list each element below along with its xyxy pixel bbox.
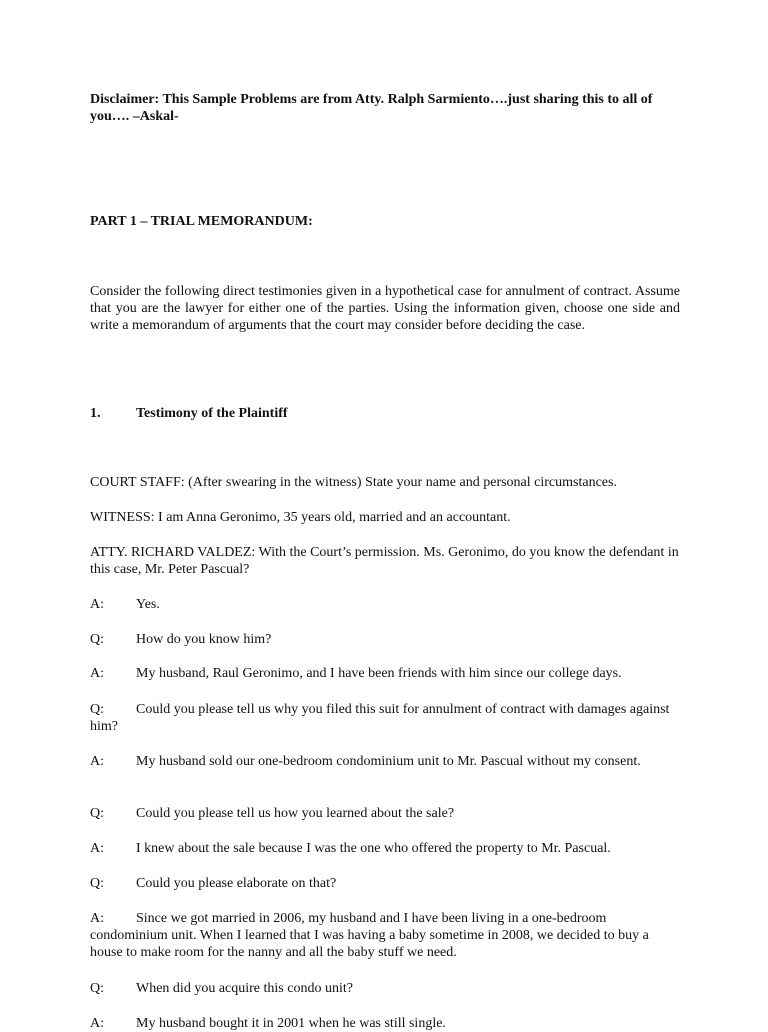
qa-label: A:	[90, 597, 104, 612]
qa-item	[90, 840, 680, 857]
qa-item	[90, 805, 680, 822]
qa-text: How do you know him?	[136, 632, 272, 647]
qa-label: A:	[90, 911, 104, 926]
court-staff-line: COURT STAFF: (After swearing in the witness) State your name and personal circumstances.	[90, 475, 617, 490]
qa-item	[90, 665, 680, 682]
qa-label: A:	[90, 666, 104, 681]
qa-item	[90, 910, 680, 961]
qa-text: My husband bought it in 2001 when he was still single.	[136, 1016, 446, 1031]
qa-item	[90, 701, 680, 735]
qa-label: Q:	[90, 702, 104, 717]
part-heading: PART 1 – TRIAL MEMORANDUM:	[90, 214, 313, 229]
qa-item	[90, 980, 680, 997]
witness-line: WITNESS: I am Anna Geronimo, 35 years old, married and an accountant.	[90, 510, 511, 525]
qa-text: Could you please tell us how you learned about the sale?	[136, 806, 455, 821]
qa-text: I knew about the sale because I was the one who offered the property to Mr. Pascual.	[136, 841, 611, 856]
qa-text: Could you please elaborate on that?	[136, 876, 337, 891]
qa-item	[90, 596, 680, 613]
qa-item	[90, 753, 680, 770]
attorney-question: ATTY. RICHARD VALDEZ: With the Court’s permission. Ms. Geronimo, do you know the defendant in this case, Mr. Peter Pascual?	[90, 545, 679, 577]
qa-item	[90, 631, 680, 648]
qa-label: Q:	[90, 981, 104, 996]
qa-text: Yes.	[136, 597, 160, 612]
qa-label: Q:	[90, 876, 104, 891]
qa-text: When did you acquire this condo unit?	[136, 981, 353, 996]
qa-text: Since we got married in 2006, my husband and I have been living in a one-bedroom condominium unit. When I learned that I was having a baby sometime in 2008, we decided to buy a house to make room for the nanny and all the baby stuff we need.	[90, 911, 649, 960]
disclaimer: Disclaimer: This Sample Problems are from Atty. Ralph Sarmiento….just sharing this to all of you…. –Askal-	[90, 92, 653, 124]
qa-label: A:	[90, 841, 104, 856]
qa-label: Q:	[90, 806, 104, 821]
section-heading	[90, 405, 680, 422]
section-title: Testimony of the Plaintiff	[136, 406, 288, 421]
intro-paragraph: Consider the following direct testimonies given in a hypothetical case for annulment of contract. Assume that you are the lawyer for either one of the parties. Using the information given, choose one side and write a memorandum of arguments that the court may consider before deciding the case.	[90, 284, 680, 333]
qa-label: A:	[90, 1016, 104, 1031]
qa-text: Could you please tell us why you filed this suit for annulment of contract with damages against him?	[90, 702, 670, 734]
section-number: 1.	[90, 406, 101, 421]
qa-text: My husband sold our one-bedroom condominium unit to Mr. Pascual without my consent.	[136, 754, 641, 769]
qa-item	[90, 875, 680, 892]
qa-text: My husband, Raul Geronimo, and I have been friends with him since our college days.	[136, 666, 622, 681]
qa-label: Q:	[90, 632, 104, 647]
qa-label: A:	[90, 754, 104, 769]
